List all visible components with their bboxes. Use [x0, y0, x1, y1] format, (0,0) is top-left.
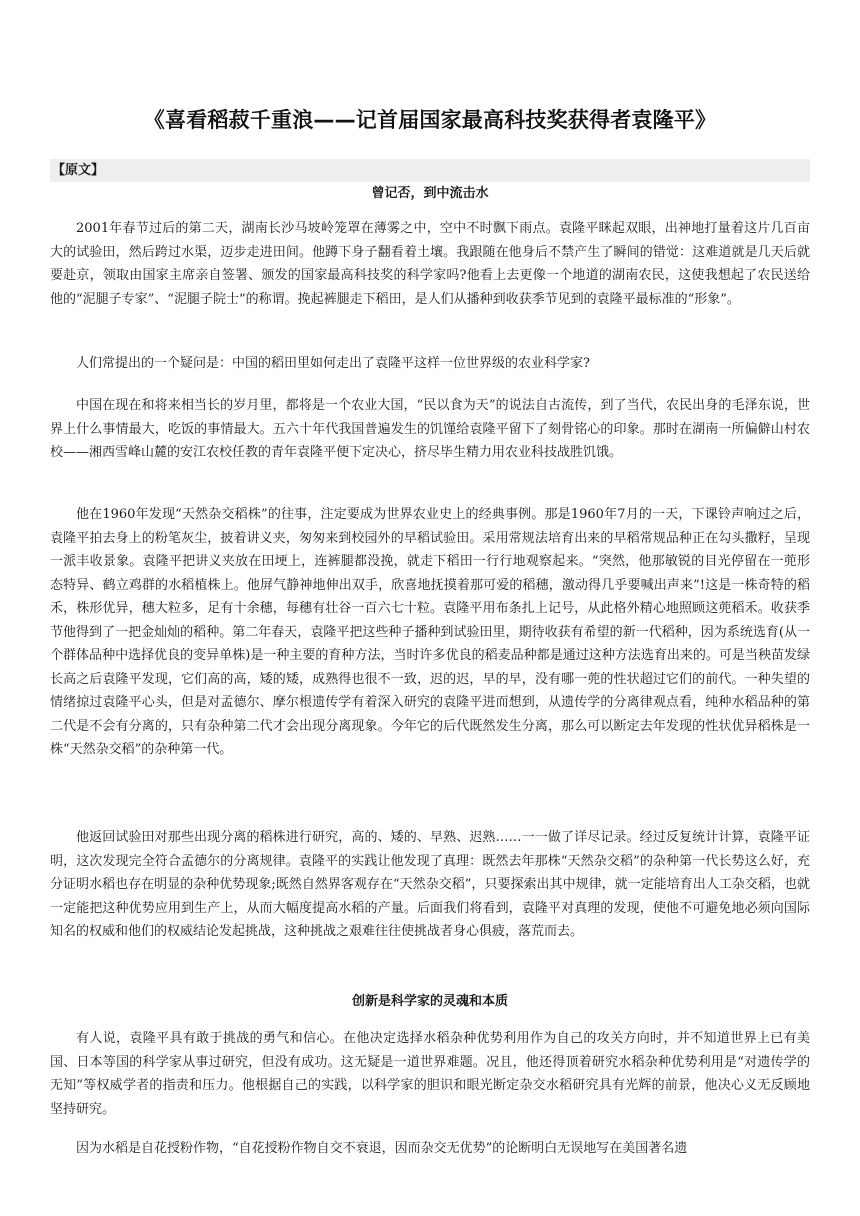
paragraph: 他在1960年发现“天然杂交稻株”的往事，注定要成为世界农业史上的经典事例。那是1960年7月的一天，下课铃声响过之后，袁隆平拍去身上的粉笔灰尘，披着讲义夹，匆匆来到校园外的早稻试验田。采用常规法培育出来的早稻常规品种正在勾头撒籽，呈现一派丰收景象。袁隆平把讲义夹放在田埂上，连裤腿都没挽，就走下稻田一行行地观察起来。“突然，他那敏锐的目光停留在一蔸形态特异、鹤立鸡群的水稻植株上。他屏气静神地伸出双手，欣喜地抚摸着那可爱的稻穗，激动得几乎要喊出声来”!这是一株奇特的稻禾，株形优异，穗大粒多，足有十余穗，每穗有壮谷一百六七十粒。袁隆平用布条扎上记号，从此格外精心地照顾这蔸稻禾。收获季节他得到了一把金灿灿的稻种。第二年春天，袁隆平把这些种子播种到试验田里，期待收获有希望的新一代稻种，因为系统选育(从一个群体品种中选择优良的变异单株)是一种主要的育种方法，当时许多优良的稻麦品种都是通过这种方法选育出来的。可是当秧苗发绿长高之后袁隆平发现，它们高的高，矮的矮，成熟得也很不一致，迟的迟，早的早，没有哪一蔸的性状超过它们的前代。一种失望的情绪掠过袁隆平心头，但是对孟德尔、摩尔根遗传学有着深入研究的袁隆平进而想到，从遗传学的分离律观点看，纯种水稻品种的第二代是不会有分离的，只有杂种第二代才会出现分离现象。今年它的后代既然发生分离，那么可以断定去年发现的性状优异稻株是一株“天然杂交稻”的杂种第一代。	[50, 507, 810, 757]
document-title: 《喜看稻菽千重浪——记首届国家最高科技奖获得者袁隆平》	[143, 108, 717, 132]
section-heading-1: 曾记否，到中流击水	[371, 186, 489, 201]
paragraph: 因为水稻是自花授粉作物，“自花授粉作物自交不衰退，因而杂交无优势”的论断明白无误地写在美国著名遗	[76, 1141, 688, 1156]
original-text-label: 【原文】	[50, 159, 810, 182]
paragraph: 有人说，袁隆平具有敢于挑战的勇气和信心。在他决定选择水稻杂种优势利用作为自己的攻关方向时，并不知道世界上已有美国、日本等国的科学家从事过研究，但没有成功。这无疑是一道世界难题。况且，他还得顶着研究水稻杂种优势利用是“对遗传学的无知”等权威学者的指责和压力。他根据自己的实践，以科学家的胆识和眼光断定杂交水稻研究具有光辉的前景，他决心义无反顾地坚持研究。	[50, 1031, 810, 1117]
paragraph: 2001年春节过后的第二天，湖南长沙马坡岭笼罩在薄雾之中，空中不时飘下雨点。袁隆平眯起双眼，出神地打量着这片几百亩大的试验田，然后跨过水渠，迈步走进田间。他蹲下身子翻看着土壤。我跟随在他身后不禁产生了瞬间的错觉：这难道就是几天后就要赴京，领取由国家主席亲自签署、颁发的国家最高科技奖的科学家吗?他看上去更像一个地道的湖南农民，这使我想起了农民送给他的“泥腿子专家”、“泥腿子院士”的称谓。挽起裤腿走下稻田，是人们从播种到收获季节见到的袁隆平最标准的“形象”。	[50, 221, 810, 307]
paragraph: 人们常提出的一个疑问是：中国的稻田里如何走出了袁隆平这样一位世界级的农业科学家?	[76, 356, 590, 371]
paragraph: 他返回试验田对那些出现分离的稻株进行研究，高的、矮的、早熟、迟熟……一一做了详尽记录。经过反复统计计算，袁隆平证明，这次发现完全符合孟德尔的分离规律。袁隆平的实践让他发现了真理：既然去年那株“天然杂交稻”的杂种第一代长势这么好，充分证明水稻也存在明显的杂种优势现象;既然自然界客观存在“天然杂交稻”，只要探索出其中规律，就一定能培育出人工杂交稻，也就一定能把这种优势应用到生产上，从而大幅度提高水稻的产量。后面我们将看到，袁隆平对真理的发现，使他不可避免地必须向国际知名的权威和他们的权威结论发起挑战，这种挑战之艰难往往使挑战者身心俱疲，落荒而去。	[50, 830, 810, 939]
paragraph: 中国在现在和将来相当长的岁月里，都将是一个农业大国，“民以食为天”的说法自古流传，到了当代，农民出身的毛泽东说，世界上什么事情最大，吃饭的事情最大。五六十年代我国普遍发生的饥馑给袁隆平留下了刻骨铭心的印象。那时在湖南一所偏僻山村农校——湘西雪峰山麓的安江农校任教的青年袁隆平便下定决心，挤尽毕生精力用农业科技战胜饥饿。	[50, 398, 810, 460]
section-heading-2: 创新是科学家的灵魂和本质	[351, 994, 508, 1009]
